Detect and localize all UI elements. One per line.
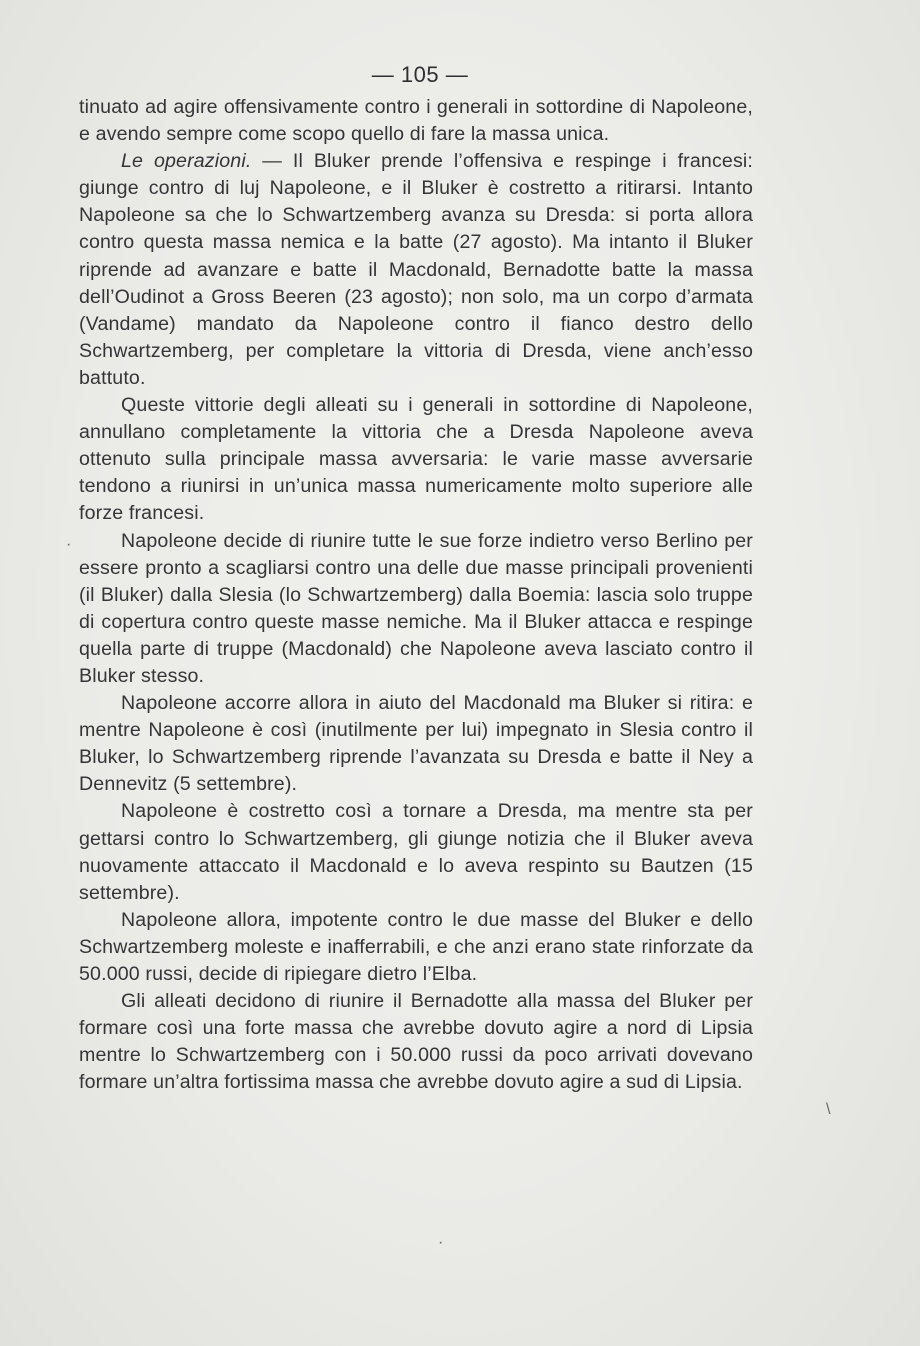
paragraph-8 xyxy=(79,988,753,1096)
paragraph-5 xyxy=(79,690,753,798)
paragraph-6 xyxy=(79,798,753,906)
paragraph-3-text: Queste vittorie degli alleati su i generali in sottordine di Napoleone, annullano completamente la vittoria che a Dresda Napoleone aveva ottenuto sulla principale massa avversaria: le varie masse avversarie tendono a riunirsi in un’unica massa numericamente molto superiore alle forze francesi. xyxy=(79,394,753,525)
scan-speck-mark: \ xyxy=(826,1101,831,1118)
page-body xyxy=(79,94,753,1096)
section-heading-le-operazioni: Le operazioni. xyxy=(121,150,252,173)
scan-speck-dot: · xyxy=(66,536,72,553)
paragraph-7-text: Napoleone allora, impotente contro le due masse del Bluker e dello Schwartzemberg moleste e inafferrabili, e che anzi erano state rinforzate da 50.000 russi, decide di ripiegare dietro l’Elba. xyxy=(79,908,753,985)
paragraph-2-text: — Il Bluker prende l’offensiva e respinge i francesi: giunge contro di luj Napoleone, e il Bluker è costretto a ritirarsi. Intanto Napoleone sa che lo Schwartzemberg avanza su Dresda: si porta allora contro questa massa nemica e la batte (27 agosto). Ma intanto il Bluker riprende ad avanzare e batte il Macdonald, Bernadotte batte la massa dell’Oudinot a Gross Beeren (23 agosto); non solo, ma un corpo d’armata (Vandame) mandato da Napoleone contro il fianco destro dello Schwartzemberg, per completare la vittoria di Dresda, viene anch’esso battuto. xyxy=(79,150,753,389)
paragraph-5-text: Napoleone accorre allora in aiuto del Macdonald ma Bluker si ritira: e mentre Napoleone è così (inutilmente per lui) impegnato in Slesia contro il Bluker, lo Schwartzemberg riprende l’avanzata su Dresda e batte il Ney a Dennevitz (5 settembre). xyxy=(79,692,753,796)
scan-speck-dot: · xyxy=(438,1234,444,1251)
paragraph-7 xyxy=(79,907,753,988)
page-number: — 105 — xyxy=(371,62,469,87)
paragraph-1-text: tinuato ad agire offensivamente contro i generali in sottordine di Napoleone, e avendo sempre come scopo quello di fare la massa unica. xyxy=(79,96,753,146)
paragraph-2 xyxy=(79,148,753,392)
paragraph-6-text: Napoleone è costretto così a tornare a Dresda, ma mentre sta per gettarsi contro lo Schwartzemberg, gli giunge notizia che il Bluker aveva nuovamente attaccato il Macdonald e lo aveva respinto su Bautzen (15 settembre). xyxy=(79,800,753,904)
paragraph-1 xyxy=(79,94,753,148)
paragraph-4 xyxy=(79,528,753,691)
paragraph-3 xyxy=(79,392,753,527)
paragraph-4-text: Napoleone decide di riunire tutte le sue forze indietro verso Berlino per essere pronto a scagliarsi contro una delle due masse principali provenienti (il Bluker) dalla Slesia (lo Schwartzemberg) dalla Boemia: lascia solo truppe di copertura contro queste masse nemiche. Ma il Bluker attacca e respinge quella parte di truppe (Macdonald) che Napoleone aveva lasciato contro il Bluker stesso. xyxy=(79,529,753,687)
paragraph-8-text: Gli alleati decidono di riunire il Bernadotte alla massa del Bluker per formare così una forte massa che avrebbe dovuto agire a nord di Lipsia mentre lo Schwartzemberg con i 50.000 russi da poco arrivati dovevano formare un’altra fortissima massa che avrebbe dovuto agire a sud di Lipsia. xyxy=(79,990,753,1094)
